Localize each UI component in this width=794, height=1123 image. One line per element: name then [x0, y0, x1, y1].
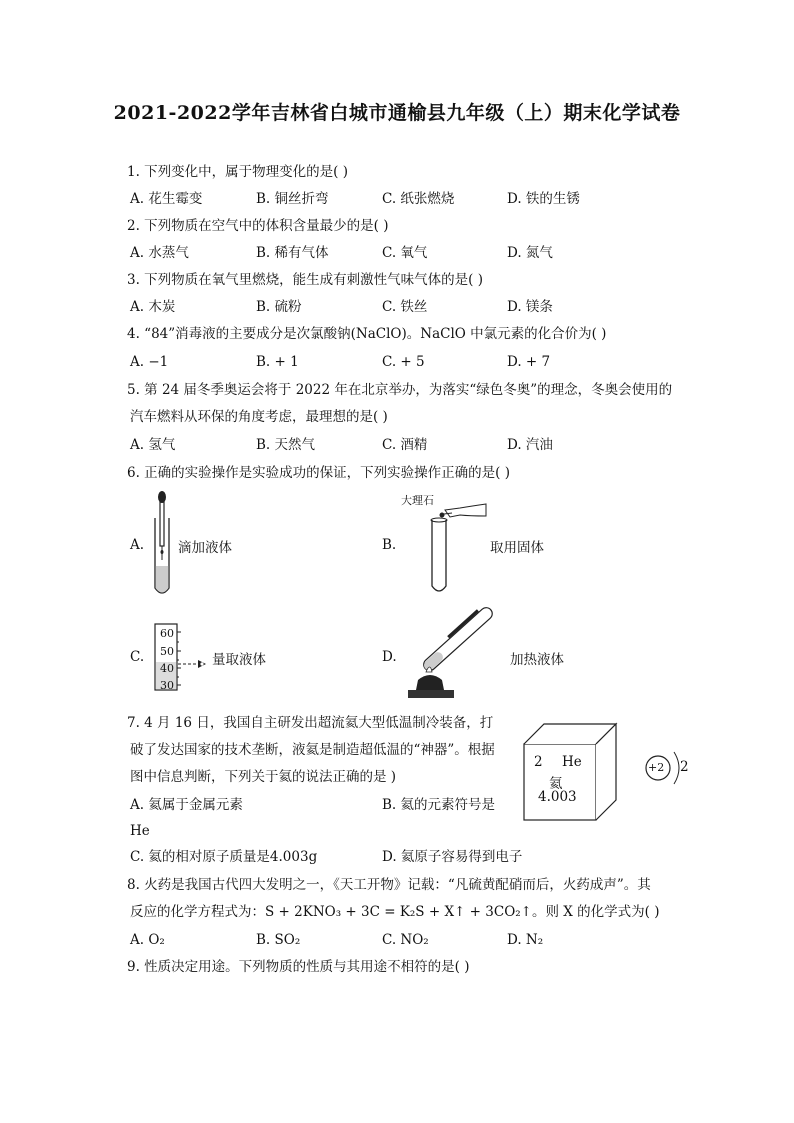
question-7-stem-line2: 破了发达国家的技术垄断，液氦是制造超低温的“神器”。根据	[130, 742, 495, 758]
q6-option-d: D.	[382, 649, 397, 665]
cylinder-tick-60: 60	[160, 627, 174, 640]
q4-option-a: A. −1	[130, 354, 169, 370]
page-title: 2021-2022学年吉林省白城市通榆县九年级（上）期末化学试卷	[113, 102, 681, 124]
cylinder-tick-50: 50	[160, 645, 174, 658]
helium-atomic-number: 2	[534, 754, 543, 770]
question-7-stem-line1: 7. 4 月 16 日，我国自主研发出超流氦大型低温制冷装备，打	[127, 715, 494, 731]
q3-option-c: C. 铁丝	[382, 299, 428, 315]
q8-option-c: C. NO₂	[382, 932, 429, 948]
q6-c-label: 量取液体	[212, 652, 266, 668]
q1-option-b: B. 铜丝折弯	[256, 191, 329, 207]
q8-option-a: A. O₂	[130, 932, 165, 948]
q3-option-a: A. 木炭	[130, 299, 176, 315]
q6-b-tag: 大理石	[401, 494, 434, 507]
question-2-stem: 2. 下列物质在空气中的体积含量最少的是( )	[127, 218, 389, 234]
atom-shell-electrons: 2	[680, 759, 689, 775]
q2-option-d: D. 氮气	[507, 245, 553, 261]
q1-option-d: D. 铁的生锈	[507, 191, 580, 207]
question-3-stem: 3. 下列物质在氧气里燃烧，能生成有刺激性气味气体的是( )	[127, 272, 483, 288]
cylinder-tick-40: 40	[160, 662, 174, 675]
q1-option-a: A. 花生霉变	[130, 191, 203, 207]
q6-option-c: C.	[130, 649, 145, 665]
q2-option-c: C. 氧气	[382, 245, 428, 261]
q6-a-label: 滴加液体	[178, 540, 232, 556]
q3-option-b: B. 硫粉	[256, 299, 302, 315]
helium-atomic-mass: 4.003	[538, 789, 577, 805]
question-8-stem-line1: 8. 火药是我国古代四大发明之一，《天工开物》记载：“凡硫黄配硝而后，火药成声”。其	[127, 877, 651, 893]
q7-option-b-continued: He	[130, 823, 150, 839]
q7-option-d: D. 氦原子容易得到电子	[382, 849, 523, 865]
atom-nucleus-charge: +2	[648, 761, 665, 774]
q2-option-a: A. 水蒸气	[130, 245, 189, 261]
dropper-in-test-tube-figure	[148, 490, 178, 600]
helium-element-cell-figure	[520, 720, 620, 825]
question-1-stem: 1. 下列变化中，属于物理变化的是( )	[127, 164, 348, 180]
q6-option-b: B.	[382, 537, 397, 553]
question-4-stem: 4. “84”消毒液的主要成分是次氯酸钠(NaClO)。NaClO 中氯元素的化合价为( )	[127, 326, 607, 342]
q5-option-b: B. 天然气	[256, 437, 316, 453]
q6-d-label: 加热液体	[510, 652, 564, 668]
q3-option-d: D. 镁条	[507, 299, 553, 315]
q7-option-c: C. 氦的相对原子质量是4.003g	[130, 849, 318, 865]
q8-option-b: B. SO₂	[256, 932, 301, 948]
q6-option-a: A.	[130, 537, 145, 553]
q5-option-c: C. 酒精	[382, 437, 428, 453]
question-6-stem: 6. 正确的实验操作是实验成功的保证，下列实验操作正确的是( )	[127, 465, 510, 481]
q4-option-b: B. + 1	[256, 354, 299, 370]
helium-symbol: He	[562, 754, 582, 770]
question-5-stem-line2: 汽车燃料从环保的角度考虑，最理想的是( )	[130, 409, 388, 425]
q2-option-b: B. 稀有气体	[256, 245, 329, 261]
heating-test-tube-figure	[400, 610, 510, 705]
q6-b-label: 取用固体	[490, 540, 544, 556]
q8-option-d: D. N₂	[507, 932, 544, 948]
question-8-stem-line2: 反应的化学方程式为：S + 2KNO₃ + 3C = K₂S + X↑ + 3CO₂↑。则 X 的化学式为( )	[130, 904, 660, 920]
helium-name: 氦	[549, 776, 563, 792]
question-5-stem-line1: 5. 第 24 届冬季奥运会将于 2022 年在北京举办，为落实“绿色冬奥”的理念，冬奥会使用的	[127, 382, 673, 398]
q7-option-a: A. 氦属于金属元素	[130, 797, 243, 813]
question-7-stem-line3: 图中信息判断，下列关于氦的说法正确的是 )	[130, 769, 397, 785]
question-9-stem: 9. 性质决定用途。下列物质的性质与其用途不相符的是( )	[127, 959, 470, 975]
marble-test-tube-figure	[420, 498, 495, 598]
q7-option-b: B. 氦的元素符号是	[382, 797, 496, 813]
cylinder-tick-30: 30	[160, 679, 174, 692]
q1-option-c: C. 纸张燃烧	[382, 191, 455, 207]
q4-option-c: C. + 5	[382, 354, 425, 370]
q4-option-d: D. + 7	[507, 354, 551, 370]
q5-option-d: D. 汽油	[507, 437, 553, 453]
q5-option-a: A. 氢气	[130, 437, 176, 453]
